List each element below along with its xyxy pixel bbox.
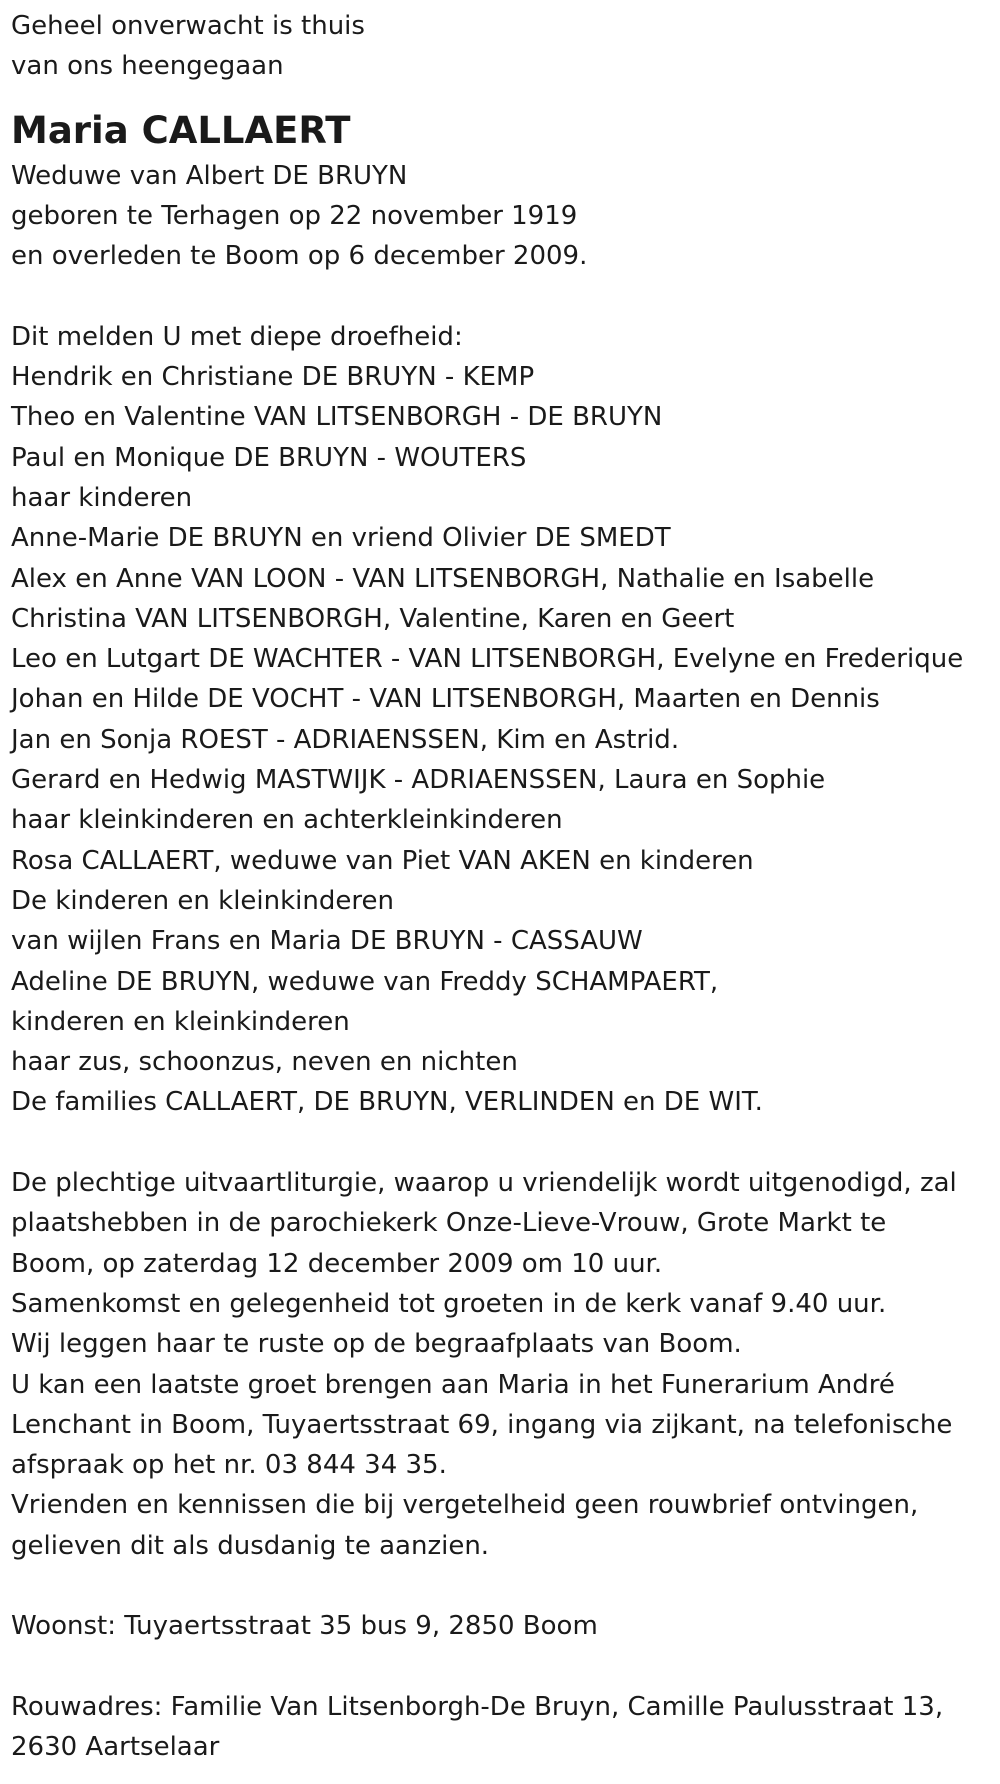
family-line: Dit melden U met diepe droefheid: [11,321,463,352]
family-line: Anne-Marie DE BRUYN en vriend Olivier DE SMEDT [11,523,671,554]
family-line: Theo en Valentine VAN LITSENBORGH - DE BRUYN [11,402,663,433]
family-line: Paul en Monique DE BRUYN - WOUTERS [11,442,527,473]
ceremony-block [11,1163,1000,1566]
mourning-address-block [11,1687,1000,1768]
mourning-address-line: 2630 Aartselaar [11,1732,220,1763]
family-line: Alex en Anne VAN LOON - VAN LITSENBORGH, Nathalie en Isabelle [11,563,875,594]
ceremony-line: plaatshebben in de parochiekerk Onze-Lieve-Vrouw, Grote Markt te [11,1208,887,1239]
residence-line: Woonst: Tuyaertsstraat 35 bus 9, 2850 Boom [11,1611,598,1642]
ceremony-line: Vrienden en kennissen die bij vergetelheid geen rouwbrief ontvingen, [11,1490,919,1521]
family-line: Leo en Lutgart DE WACHTER - VAN LITSENBORGH, Evelyne en Frederique [11,644,964,675]
family-line: Adeline DE BRUYN, weduwe van Freddy SCHAMPAERT, [11,966,719,997]
family-line: kinderen en kleinkinderen [11,1006,350,1037]
intro-block [11,6,1000,87]
family-line: haar kinderen [11,482,193,513]
detail-line: Weduwe van Albert DE BRUYN [11,160,408,191]
ceremony-line: Samenkomst en gelegenheid tot groeten in de kerk vanaf 9.40 uur. [11,1288,887,1319]
family-line: Christina VAN LITSENBORGH, Valentine, Karen en Geert [11,603,735,634]
family-line: Johan en Hilde DE VOCHT - VAN LITSENBORGH, Maarten en Dennis [11,684,880,715]
family-line: De kinderen en kleinkinderen [11,885,394,916]
family-line: Rosa CALLAERT, weduwe van Piet VAN AKEN en kinderen [11,845,754,876]
family-line: Gerard en Hedwig MASTWIJK - ADRIAENSSEN, Laura en Sophie [11,765,826,796]
spacer [11,276,1000,316]
family-line: haar zus, schoonzus, neven en nichten [11,1047,518,1078]
ceremony-line: Wij leggen haar te ruste op de begraafplaats van Boom. [11,1329,742,1360]
ceremony-line: De plechtige uitvaartliturgie, waarop u vriendelijk wordt uitgenodigd, zal [11,1168,957,1199]
mourning-address-line: Rouwadres: Familie Van Litsenborgh-De Bruyn, Camille Paulusstraat 13, [11,1691,944,1722]
spacer [11,1647,1000,1687]
family-line: van wijlen Frans en Maria DE BRUYN - CASSAUW [11,926,643,957]
deceased-details [11,156,1000,277]
spacer [11,1123,1000,1163]
intro-line: Geheel onverwacht is thuis [11,11,365,41]
ceremony-line: Boom, op zaterdag 12 december 2009 om 10 uur. [11,1248,663,1279]
deceased-name: Maria CALLAERT [11,108,351,152]
detail-line: en overleden te Boom op 6 december 2009. [11,241,588,272]
ceremony-line: U kan een laatste groet brengen aan Maria in het Funerarium André [11,1369,895,1400]
ceremony-line: gelieven dit als dusdanig te aanzien. [11,1530,490,1561]
spacer [11,1566,1000,1606]
intro-line: van ons heengegaan [11,51,284,82]
family-line: Jan en Sonja ROEST - ADRIAENSSEN, Kim en Astrid. [11,724,680,755]
family-line: Hendrik en Christiane DE BRUYN - KEMP [11,362,535,393]
family-line: haar kleinkinderen en achterkleinkinderen [11,805,563,836]
ceremony-line: afspraak op het nr. 03 844 34 35. [11,1450,447,1481]
family-list [11,317,1000,1123]
detail-line: geboren te Terhagen op 22 november 1919 [11,200,578,231]
ceremony-line: Lenchant in Boom, Tuyaertsstraat 69, ingang via zijkant, na telefonische [11,1409,953,1440]
family-line: De families CALLAERT, DE BRUYN, VERLINDEN en DE WIT. [11,1087,763,1118]
